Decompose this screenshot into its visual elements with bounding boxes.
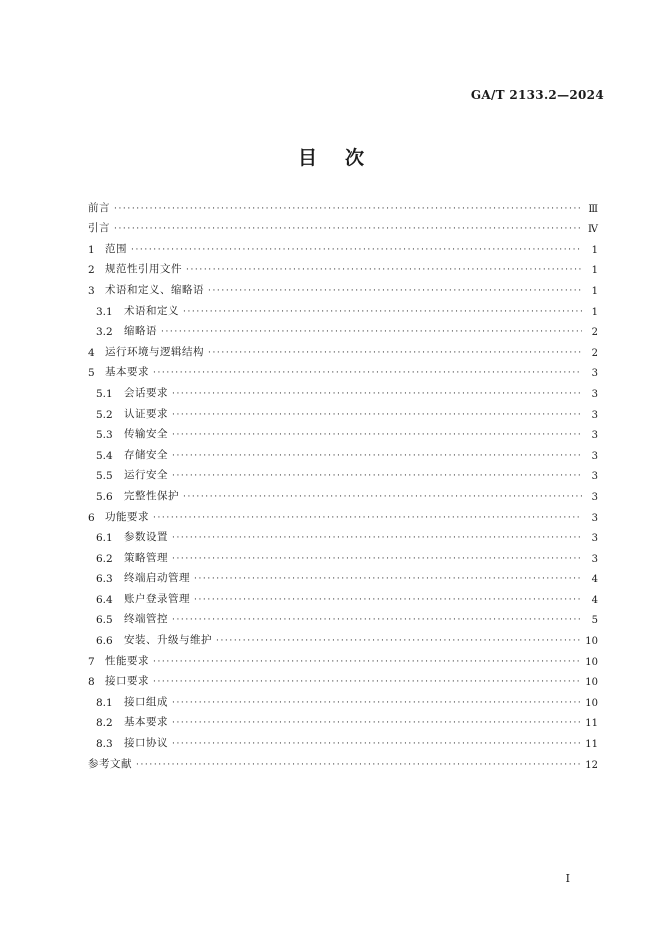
toc-leader-dots [186, 266, 582, 276]
toc-entry-title: 终端启动管理 [124, 572, 190, 585]
document-code: GA/T 2133.2—2024 [470, 88, 604, 102]
toc-entry[interactable] [88, 606, 598, 627]
toc-leader-dots [183, 493, 582, 503]
toc-entry-title: 接口组成 [124, 695, 168, 708]
toc-entry[interactable] [88, 256, 598, 277]
toc-entry-number: 5.4 [96, 449, 113, 462]
toc-entry[interactable] [88, 668, 598, 689]
toc-entry-page: 3 [591, 388, 598, 400]
toc-entry-page: 3 [591, 450, 598, 462]
toc-entry[interactable] [88, 215, 598, 236]
toc-entry[interactable] [88, 729, 598, 750]
toc-entry-page: 1 [591, 285, 598, 297]
toc-leader-dots [114, 225, 582, 235]
toc-entry-page: 10 [585, 697, 598, 709]
toc-entry-page: 10 [585, 677, 598, 689]
toc-entry-page: 2 [591, 327, 598, 339]
toc-entry[interactable] [88, 565, 598, 586]
toc-entry-number: 1 [88, 243, 95, 256]
toc-entry-page: 3 [591, 553, 598, 565]
toc-entry[interactable] [88, 585, 598, 606]
toc-entry-title: 术语和定义 [124, 304, 179, 317]
toc-leader-dots [153, 678, 581, 688]
toc-entry-title: 参数设置 [124, 531, 168, 544]
toc-entry-page: 3 [591, 409, 598, 421]
toc-entry-page: 5 [591, 615, 598, 627]
toc-leader-dots [172, 390, 582, 400]
toc-entry-page: 1 [591, 306, 598, 318]
toc-leader-dots [194, 575, 582, 585]
toc-entry-number: 3.2 [96, 326, 113, 339]
toc-entry[interactable] [88, 421, 598, 442]
toc-leader-dots [153, 369, 582, 379]
toc-entry[interactable] [88, 318, 598, 339]
toc-entry-number: 8.2 [96, 717, 113, 730]
toc-entry-page: 3 [591, 368, 598, 380]
toc-entry[interactable] [88, 235, 598, 256]
toc-entry-page: 2 [591, 347, 598, 359]
toc-entry-title: 策略管理 [124, 551, 168, 564]
toc-entry[interactable] [88, 544, 598, 565]
toc-entry[interactable] [88, 709, 598, 730]
toc-entry-number: 8 [88, 676, 95, 689]
toc-entry-number: 6.1 [96, 532, 113, 545]
toc-entry[interactable] [88, 462, 598, 483]
toc-entry-title: 范围 [105, 242, 127, 255]
toc-leader-dots [153, 658, 581, 668]
toc-entry-title: 认证要求 [124, 407, 168, 420]
toc-entry[interactable] [88, 276, 598, 297]
toc-leader-dots [172, 719, 581, 729]
toc-entry-title: 参考文献 [88, 757, 132, 770]
toc-entry-title: 引言 [88, 222, 110, 235]
toc-entry-page: 11 [585, 718, 598, 730]
toc-entry[interactable] [88, 441, 598, 462]
toc-entry-title: 前言 [88, 201, 110, 214]
toc-entry-title: 功能要求 [105, 510, 149, 523]
toc-entry-title: 终端管控 [124, 613, 168, 626]
toc-entry[interactable] [88, 626, 598, 647]
toc-entry-number: 6.4 [96, 593, 113, 606]
toc-entry-page: 11 [585, 739, 598, 751]
toc-entry-number: 6 [88, 511, 95, 524]
toc-entry-page: 10 [585, 636, 598, 648]
page-title: 目次 [297, 147, 392, 169]
toc-leader-dots [208, 287, 582, 297]
toc-leader-dots [114, 205, 582, 215]
toc-entry-number: 2 [88, 264, 95, 277]
toc-entry[interactable] [88, 750, 598, 771]
toc-entry-page: 1 [591, 244, 598, 256]
toc-entry-page: 4 [591, 574, 598, 586]
toc-entry[interactable] [88, 503, 598, 524]
toc-entry[interactable] [88, 297, 598, 318]
toc-leader-dots [208, 349, 582, 359]
toc-entry-title: 基本要求 [105, 366, 149, 379]
toc-entry-title: 账户登录管理 [124, 592, 190, 605]
toc-entry[interactable] [88, 338, 598, 359]
toc-entry-title: 性能要求 [105, 654, 149, 667]
toc-leader-dots [172, 534, 582, 544]
toc-entry-title: 安装、升级与维护 [124, 634, 212, 647]
toc-leader-dots [136, 761, 581, 771]
toc-leader-dots [216, 637, 581, 647]
toc-entry-number: 5.6 [96, 490, 113, 503]
toc-entry[interactable] [88, 688, 598, 709]
toc-entry-page: 12 [585, 759, 598, 771]
toc-entry-page: 3 [591, 491, 598, 503]
toc-entry-title: 传输安全 [124, 428, 168, 441]
toc-entry-number: 3 [88, 284, 95, 297]
toc-entry-title: 存储安全 [124, 448, 168, 461]
toc-entry[interactable] [88, 194, 598, 215]
toc-leader-dots [172, 411, 582, 421]
toc-entry-page: 10 [585, 656, 598, 668]
toc-entry-number: 5.5 [96, 470, 113, 483]
table-of-contents [88, 194, 598, 771]
toc-entry-title: 接口协议 [124, 737, 168, 750]
toc-leader-dots [172, 616, 582, 626]
toc-entry-page: Ⅲ [588, 203, 598, 215]
toc-entry-title: 运行环境与逻辑结构 [105, 345, 204, 358]
page-number: I [565, 872, 570, 885]
toc-entry-title: 基本要求 [124, 716, 168, 729]
toc-entry-number: 6.5 [96, 614, 113, 627]
toc-entry-title: 缩略语 [124, 325, 157, 338]
toc-entry-page: 3 [591, 471, 598, 483]
toc-leader-dots [172, 431, 582, 441]
toc-entry-number: 6.6 [96, 635, 113, 648]
toc-entry[interactable] [88, 379, 598, 400]
toc-entry-number: 6.3 [96, 573, 113, 586]
toc-entry-number: 5 [88, 367, 95, 380]
toc-entry-title: 完整性保护 [124, 489, 179, 502]
toc-leader-dots [172, 452, 582, 462]
toc-leader-dots [161, 328, 582, 338]
toc-entry-title: 运行安全 [124, 469, 168, 482]
toc-entry-number: 4 [88, 346, 95, 359]
toc-entry-page: 4 [591, 594, 598, 606]
toc-entry[interactable] [88, 400, 598, 421]
toc-entry-page: 3 [591, 533, 598, 545]
toc-entry-number: 7 [88, 655, 95, 668]
toc-leader-dots [172, 699, 581, 709]
toc-entry[interactable] [88, 359, 598, 380]
toc-entry[interactable] [88, 647, 598, 668]
toc-entry-page: Ⅳ [588, 224, 598, 236]
toc-entry-number: 5.3 [96, 429, 113, 442]
toc-entry-title: 术语和定义、缩略语 [105, 283, 204, 296]
toc-entry-page: 1 [591, 265, 598, 277]
toc-entry-number: 5.2 [96, 408, 113, 421]
toc-leader-dots [183, 308, 582, 318]
toc-entry[interactable] [88, 482, 598, 503]
toc-entry-number: 5.1 [96, 387, 113, 400]
toc-entry-title: 接口要求 [105, 675, 149, 688]
toc-entry-number: 8.1 [96, 696, 113, 709]
toc-entry[interactable] [88, 524, 598, 545]
toc-leader-dots [172, 740, 581, 750]
toc-entry-title: 会话要求 [124, 386, 168, 399]
toc-entry-title: 规范性引用文件 [105, 263, 182, 276]
toc-entry-number: 8.3 [96, 738, 113, 751]
toc-entry-number: 3.1 [96, 305, 113, 318]
toc-leader-dots [131, 246, 582, 256]
toc-leader-dots [194, 596, 582, 606]
toc-leader-dots [172, 555, 582, 565]
toc-leader-dots [153, 514, 582, 524]
toc-entry-number: 6.2 [96, 552, 113, 565]
toc-entry-page: 3 [591, 512, 598, 524]
toc-leader-dots [172, 472, 582, 482]
toc-entry-page: 3 [591, 430, 598, 442]
